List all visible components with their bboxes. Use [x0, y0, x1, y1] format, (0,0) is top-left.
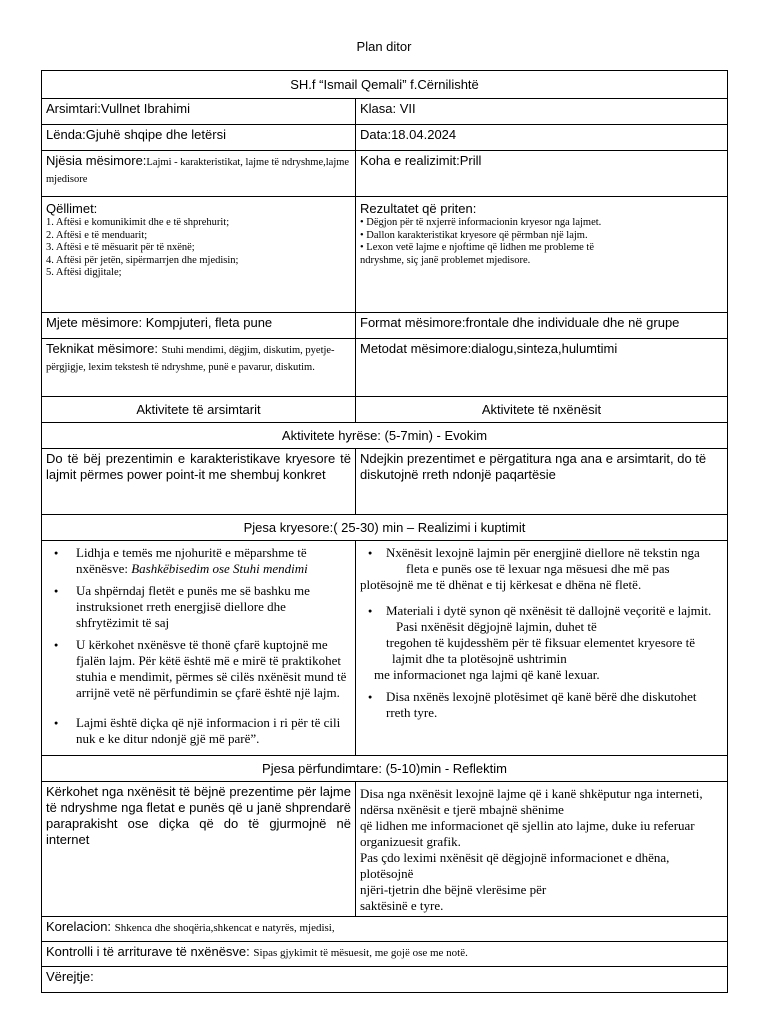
teacher-name: Arsimtari:Vullnet Ibrahimi: [42, 99, 356, 125]
control-value: Sipas gjykimit të mësuesit, me gojë ose me notë.: [253, 947, 468, 959]
goal-item: 5. Aftësi digjitale;: [46, 267, 122, 278]
list-line: Disa nga nxënësit lexojnë lajme që i kanë shkëputur nga interneti,: [360, 786, 703, 801]
list-item: ● Lajmi është diçka që një informacion i ri për të cili nuk e ke ditur ndonjë gjë më parë”.: [76, 715, 351, 747]
remarks-cell: Vërejtje:: [42, 967, 728, 993]
goals-cell: [42, 197, 356, 313]
results-label: Rezultatet që priten:: [360, 201, 477, 216]
list-line: Pas çdo leximi nxënësit që dëgjojnë informacionet e dhëna, plotësojnë: [360, 850, 670, 881]
list-line: tregohen të kujdesshëm për të fiksuar elementet kryesore të: [386, 635, 695, 650]
result-item: • Dallon karakteristikat kryesore që përmban një lajm.: [360, 229, 588, 241]
control-label: Kontrolli i të arriturave të nxënësve:: [46, 944, 250, 959]
main-student-activity: [356, 541, 728, 756]
result-item: • Lexon vetë lajme e njoftime që lidhen me probleme të ndryshme, siç janë problemet mjedisore.: [360, 242, 595, 266]
methods-cell: Metodat mësimore:dialogu,sinteza,hulumtimi: [356, 339, 728, 397]
list-line: Pasi nxënësit dëgjojnë lajmin, duhet të: [396, 619, 597, 634]
list-line: lajmit dhe ta plotësojnë ushtrimin: [392, 651, 567, 666]
date-cell: Data:18.04.2024: [356, 125, 728, 151]
bullet-icon: ●: [368, 549, 373, 557]
list-line: saktësinë e tyre.: [360, 898, 444, 913]
main-section-header: Pjesa kryesore:( 25-30) min – Realizimi i kuptimit: [42, 515, 728, 541]
results-list: [360, 217, 723, 267]
list-line: organizuesit grafik.: [360, 834, 461, 849]
correlation-cell: [42, 917, 728, 942]
list-line: me informacionet nga lajmi që kanë lexuar.: [374, 667, 600, 682]
final-teacher-activity: Kërkohet nga nxënësit të bëjnë prezentime për lajme të ndryshme nga fletat e punës që u janë shprendarë paraprakisht ose diçka që do të gjurmojnë në internet: [42, 782, 356, 917]
school-name: SH.f “Ismail Qemali” f.Cërnilishtë: [42, 71, 728, 99]
list-item: ● Ua shpërndaj fletët e punës me së bashku me instruksionet rreth energjisë diellore dhe shfrytëzimit të saj: [76, 583, 351, 631]
unit-cell: [42, 151, 356, 197]
page-title: Plan ditor: [356, 39, 412, 54]
goal-item: 2. Aftësi e të menduarit;: [46, 229, 148, 241]
control-cell: [42, 942, 728, 967]
goals-label: Qëllimet:: [46, 201, 98, 216]
techniques-label: Teknikat mësimore:: [46, 341, 158, 356]
main-teacher-activity: [42, 541, 356, 756]
result-item: • Dëgjon për të nxjerrë informacionin kryesor nga lajmet.: [360, 217, 602, 228]
intro-teacher-activity: Do të bëj prezentimin e karakteristikave kryesore të lajmit përmes power point-it me shembuj konkret: [42, 449, 356, 515]
final-section-header: Pjesa përfundimtare: (5-10)min - Reflektim: [42, 756, 728, 782]
results-cell: [356, 197, 728, 313]
list-line: fleta e punës ose të lexuar nga mësuesi dhe më pas: [406, 561, 670, 576]
list-line: që lidhen me informacionet që sjellin ato lajme, duke iu referuar: [360, 818, 695, 833]
correlation-label: Korelacion:: [46, 919, 112, 934]
goal-item: 4. Aftësi për jetën, sipërmarrjen dhe mjedisin;: [46, 254, 239, 266]
list-line: ndërsa nxënësit e tjerë mbajnë shënime: [360, 802, 564, 817]
lesson-plan-table: [41, 70, 728, 993]
list-line: njëri-tjetrin dhe bëjnë vlerësime për: [360, 882, 547, 897]
goal-item: 3. Aftësi e të mësuarit për të nxënë;: [46, 242, 195, 253]
teacher-activities-header: Aktivitete të arsimtarit: [42, 397, 356, 423]
list-line: Disa nxënës lexojnë plotësimet që kanë bërë dhe diskutohet rreth tyre.: [386, 689, 697, 720]
list-line: Materiali i dytë synon që nxënësit të dallojnë veçoritë e lajmit.: [386, 603, 712, 618]
unit-value: Lajmi - karakteristikat, lajme të ndryshme,lajme mjedisore: [46, 157, 350, 185]
method-name: Bashkëbisedim ose Stuhi mendimi: [131, 561, 308, 576]
correlation-value: Shkenca dhe shoqëria,shkencat e natyrës, mjedisi,: [114, 922, 335, 934]
goals-list: [46, 217, 351, 280]
final-student-activity: [356, 782, 728, 917]
intro-section-header: Aktivitete hyrëse: (5-7min) - Evokim: [42, 423, 728, 449]
tools-cell: Mjete mësimore: Kompjuteri, fleta pune: [42, 313, 356, 339]
techniques-value: Stuhi mendimi, dëgjim, diskutim, pyetje-përgjigje, lexim tekstesh të ndryshme, punë e pavarur, diskutim.: [46, 345, 335, 373]
list-line: Nxënësit lexojnë lajmin për energjinë diellore në tekstin nga: [386, 545, 700, 560]
list-line: plotësojnë me të dhënat e tij kërkesat e dhëna në fletë.: [360, 577, 642, 592]
class-name: Klasa: VII: [356, 99, 728, 125]
student-activities-header: Aktivitete të nxënësit: [356, 397, 728, 423]
subject-cell: Lënda:Gjuhë shqipe dhe letërsi: [42, 125, 356, 151]
goal-item: 1. Aftësi e komunikimit dhe e të shprehurit;: [46, 217, 230, 228]
intro-student-activity: Ndejkin prezentimet e përgatitura nga ana e arsimtarit, do të diskutojnë rreth ndonjë paqartësie: [356, 449, 728, 515]
bullet-icon: ●: [368, 693, 373, 701]
list-item: ● U kërkohet nxënësve të thonë çfarë kuptojnë me fjalën lajm. Për këtë është më e mirë të praktikohet stuhia e mendimit, përmes së cilës nxënësit mund të arrijnë vetë në përfundimin se çfarë është një lajm.: [76, 637, 351, 701]
list-item: ● Lidhja e temës me njohuritë e mëparshme të nxënësve: Bashkëbisedim ose Stuhi mendimi: [76, 545, 351, 577]
techniques-cell: [42, 339, 356, 397]
unit-label: Njësia mësimore:: [46, 153, 147, 168]
time-cell: Koha e realizimit:Prill: [356, 151, 728, 197]
formats-cell: Format mësimore:frontale dhe individuale dhe në grupe: [356, 313, 728, 339]
bullet-icon: ●: [368, 607, 373, 615]
